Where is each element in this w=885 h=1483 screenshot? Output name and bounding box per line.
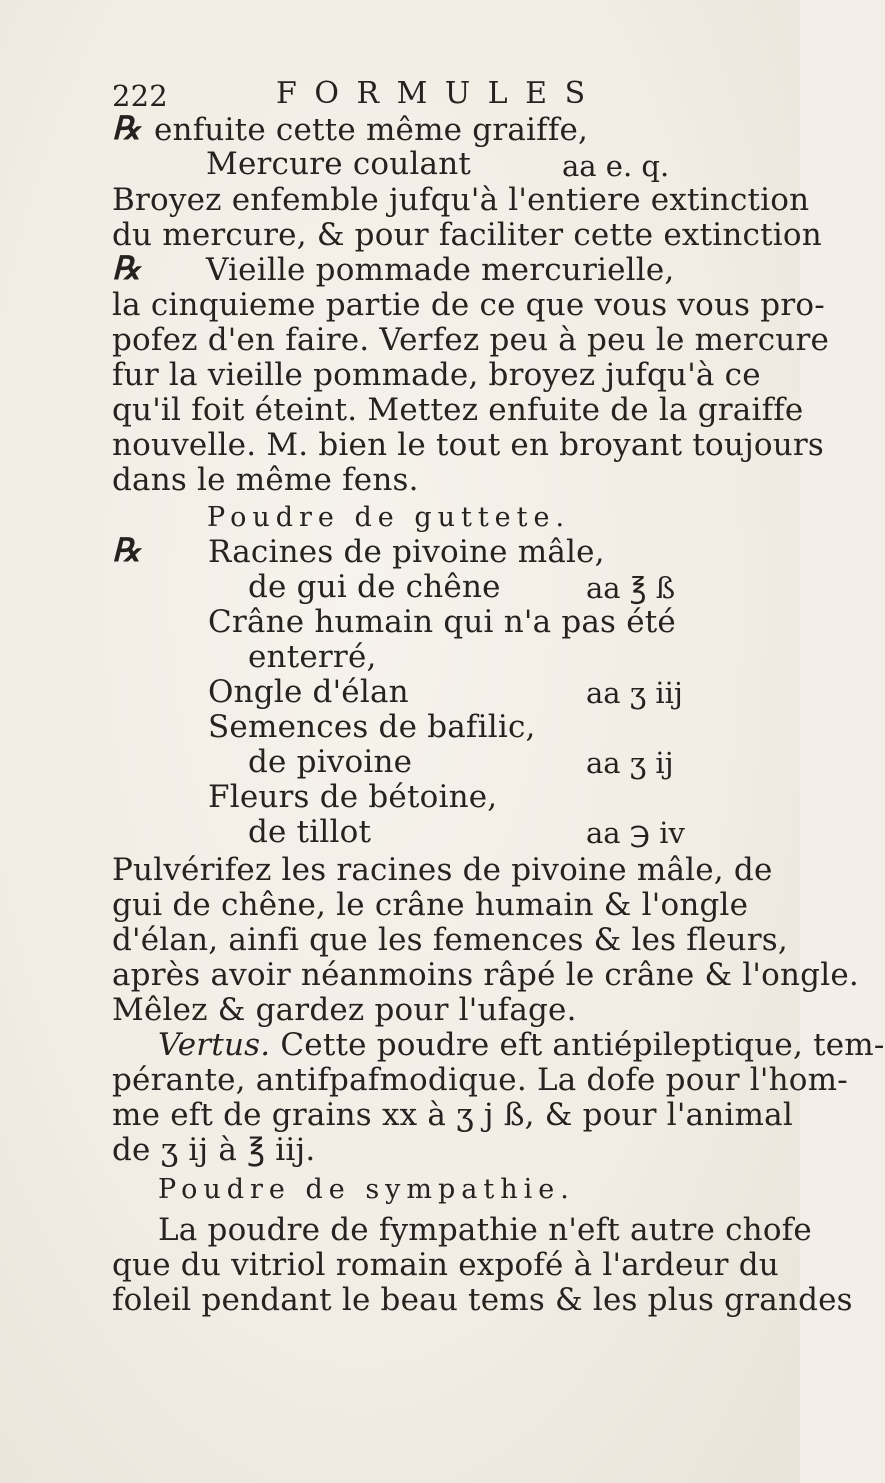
text-line: gui de chêne, le crâne humain & l'ongle — [112, 887, 749, 923]
text-line: pérante, antifpafmodique. La dofe pour l'hom- — [112, 1062, 848, 1098]
text-line: du mercure, & pour faciliter cette extinction — [112, 217, 822, 253]
ingredient-name: Mercure coulant — [206, 146, 472, 182]
text-line: d'élan, ainfi que les femences & les fleurs, — [112, 922, 788, 958]
section-title: Poudre de sympathie. — [158, 1174, 575, 1205]
text-line: me eft de grains xx à ʒ j ß, & pour l'animal — [112, 1097, 793, 1133]
text-line: de ʒ ij à ℥ iij. — [112, 1132, 316, 1168]
recipe-symbol: ℞ — [112, 249, 141, 287]
text-line: Mêlez & gardez pour l'ufage. — [112, 992, 577, 1028]
section-title: Poudre de guttete. — [207, 502, 571, 533]
ingredient-quantity: aa e. q. — [562, 149, 670, 183]
virtues-line — [158, 1027, 885, 1063]
recipe-symbol: ℞ — [112, 531, 141, 569]
ingredient-name: Semences de bafilic, — [208, 709, 536, 745]
text-line: Pulvérifez les racines de pivoine mâle, de — [112, 852, 773, 888]
ingredient-name: Racines de pivoine mâle, — [208, 534, 605, 570]
ingredient-quantity: aa ℈ iv — [586, 816, 685, 850]
text-line: Broyez enfemble jufqu'à l'entiere extinction — [112, 182, 810, 218]
ingredient-quantity: aa ʒ iij — [586, 676, 683, 710]
ingredient-name: de pivoine — [248, 744, 413, 780]
ingredient-name: de tillot — [248, 814, 372, 850]
text-line: la cinquieme partie de ce que vous vous pro- — [112, 287, 825, 323]
ingredient-name: Crâne humain qui n'a pas été — [208, 604, 676, 640]
text-line: nouvelle. M. bien le tout en broyant toujours — [112, 427, 825, 463]
text-line: dans le même fens. — [112, 462, 419, 498]
virtues-label: Vertus. — [158, 1027, 271, 1063]
ingredient-name: de gui de chêne — [248, 569, 501, 605]
text-line: foleil pendant le beau tems & les plus grandes — [112, 1282, 853, 1318]
ingredient-quantity: aa ℥ ß — [586, 571, 676, 605]
text-line: fur la vieille pommade, broyez jufqu'à ce — [112, 357, 761, 393]
virtues-text: Cette poudre eft antiépileptique, tem- — [280, 1027, 885, 1063]
page-number: 222 — [112, 79, 168, 113]
running-title: F O R M U L E S — [276, 76, 590, 111]
ingredient-quantity: aa ʒ ij — [586, 746, 674, 780]
text-line: qu'il foit éteint. Mettez enfuite de la graiffe — [112, 392, 804, 428]
ingredient-name: Fleurs de bétoine, — [208, 779, 498, 815]
ingredient-name: Ongle d'élan — [208, 674, 409, 710]
text-line: enfuite cette même graiffe, — [154, 112, 589, 148]
ingredient-name: Vieille pommade mercurielle, — [206, 252, 675, 288]
ingredient-name: enterré, — [248, 639, 377, 675]
recipe-symbol: ℞ — [112, 109, 141, 147]
text-line: pofez d'en faire. Verfez peu à peu le mercure — [112, 322, 830, 358]
text-line: La poudre de fympathie n'eft autre chofe — [158, 1212, 812, 1248]
text-line: après avoir néanmoins râpé le crâne & l'ongle. — [112, 957, 859, 993]
text-line: que du vitriol romain expofé à l'ardeur du — [112, 1247, 779, 1283]
